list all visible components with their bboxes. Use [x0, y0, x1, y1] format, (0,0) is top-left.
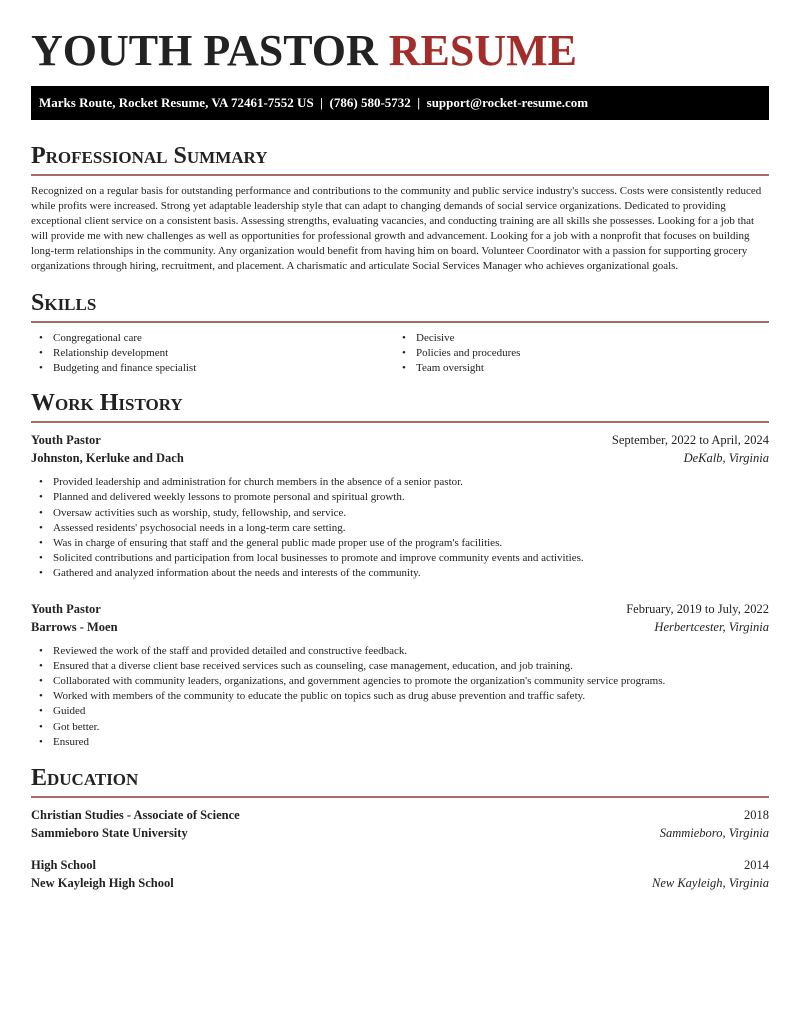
duty-item: • Reviewed the work of the staff and provided detailed and constructive feedback.	[31, 644, 769, 659]
job-entry	[31, 431, 769, 581]
education-entry	[31, 856, 769, 892]
duty-item: • Collaborated with community leaders, organizations, and government agencies to promote the organization's community service programs.	[31, 674, 769, 689]
summary-text: Recognized on a regular basis for outstanding performance and contributions to the community and public service industry's success. Costs were consistently reduced while profits were increased. Strong yet adaptable leadership style that can adapt to changing demands of social service organizations. Dedicated to providing exceptional client service on a consistent basis. Assessing strengths, evaluating vacancies, and conducting training are all skills she possesses. Looking for a job that will provide me with new challenges as well as opportunities for professional growth and advancement. Looking for a job with a nonprofit that focuses on building long-term relationships in the community. Any organization would benefit from having him on board. Volunteer Coordinator with a passion for supporting grocery organizations through hiring, recruitment, and placement. A charismatic and articulate Social Services Manager who achieves organizational goals.	[31, 185, 762, 273]
duty-item: • Guided	[31, 704, 769, 719]
job-title: Youth Pastor	[31, 601, 101, 616]
duty-item: • Ensured that a diverse client base received services such as counseling, case management, education, and job training.	[31, 659, 769, 674]
school-location: Sammieboro, Virginia	[659, 826, 769, 841]
duty-item: • Solicited contributions and participation from local businesses to promote and improve community events and activities.	[31, 551, 769, 566]
section-heading: Work History	[31, 389, 769, 423]
duty-item: • Worked with members of the community to educate the public on topics such as drug abuse prevention and traffic safety.	[31, 689, 769, 704]
job-location: Herbertcester, Virginia	[654, 619, 769, 634]
resume-title	[31, 28, 769, 74]
duty-item: • Gathered and analyzed information about the needs and interests of the community.	[31, 566, 769, 581]
duty-item: • Oversaw activities such as worship, study, fellowship, and service.	[31, 506, 769, 521]
job-title: Youth Pastor	[31, 433, 101, 448]
job-duties	[31, 475, 769, 581]
grad-year: 2014	[744, 858, 769, 873]
education-entry	[31, 806, 769, 842]
school-name: Sammieboro State University	[31, 826, 188, 841]
contact-bar: Marks Route, Rocket Resume, VA 72461-7552 US | (786) 580-5732 | support@rocket-resume.com	[31, 86, 769, 120]
section-heading: Skills	[31, 289, 769, 323]
school-name: New Kayleigh High School	[31, 876, 174, 891]
work-history-section	[31, 389, 769, 750]
degree: High School	[31, 858, 96, 873]
skills-list-right	[394, 331, 757, 377]
skill-item: • Budgeting and finance specialist	[31, 361, 394, 376]
skill-item: • Team oversight	[394, 361, 757, 376]
duty-item: • Provided leadership and administration for church members in the absence of a senior pastor.	[31, 475, 769, 490]
job-company: Johnston, Kerluke and Dach	[31, 451, 184, 466]
duty-item: • Was in charge of ensuring that staff and the general public made proper use of the program's facilities.	[31, 536, 769, 551]
duty-item: • Ensured	[31, 735, 769, 750]
skill-item: • Decisive	[394, 331, 757, 346]
resume-page	[31, 0, 769, 892]
duty-item: • Got better.	[31, 720, 769, 735]
duty-item: • Planned and delivered weekly lessons to promote personal and spiritual growth.	[31, 490, 769, 505]
grad-year: 2018	[744, 808, 769, 823]
job-company: Barrows - Moen	[31, 619, 118, 634]
job-dates: February, 2019 to July, 2022	[626, 601, 769, 616]
job-entry	[31, 600, 769, 750]
professional-summary-section	[31, 142, 769, 275]
section-heading: Professional Summary	[31, 142, 769, 176]
degree: Christian Studies - Associate of Science	[31, 808, 240, 823]
section-heading: Education	[31, 764, 769, 798]
title-accent: RESUME	[388, 26, 578, 75]
skill-item: • Relationship development	[31, 346, 394, 361]
job-duties	[31, 644, 769, 750]
skill-item: • Congregational care	[31, 331, 394, 346]
skill-item: • Policies and procedures	[394, 346, 757, 361]
job-location: DeKalb, Virginia	[683, 451, 769, 466]
duty-item: • Assessed residents' psychosocial needs in a long-term care setting.	[31, 521, 769, 536]
job-dates: September, 2022 to April, 2024	[611, 433, 769, 448]
school-location: New Kayleigh, Virginia	[651, 876, 769, 891]
skills-section	[31, 289, 769, 377]
skills-list-left	[31, 331, 394, 377]
title-main: YOUTH PASTOR	[31, 26, 378, 75]
education-section	[31, 764, 769, 892]
